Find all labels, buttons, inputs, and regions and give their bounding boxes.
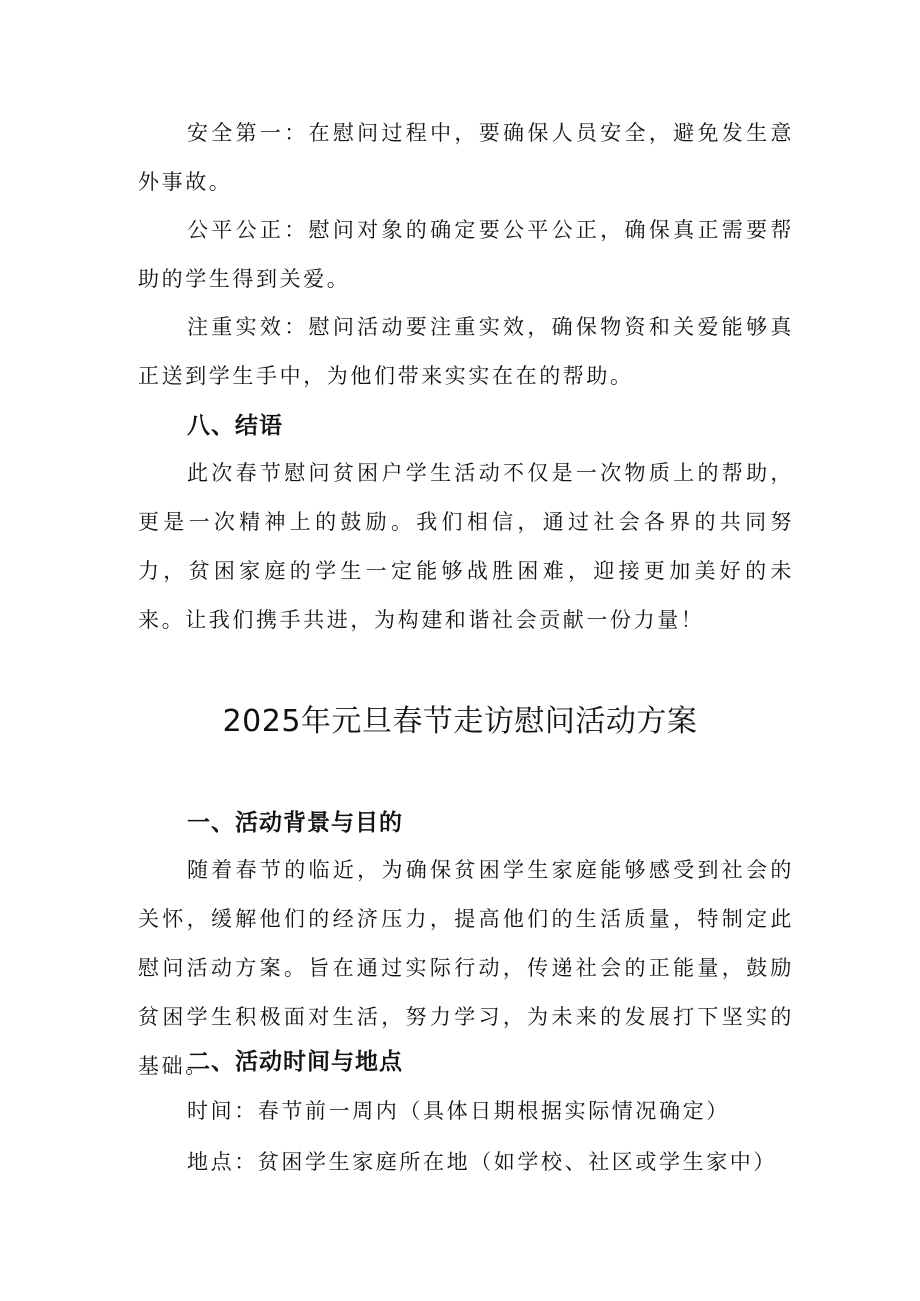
- section1-body: 随着春节的临近，为确保贫困学生家庭能够感受到社会的关怀，缓解他们的经济压力，提高他们的生活质量，特制定此慰问活动方案。旨在通过实际行动，传递社会的正能量，鼓励贫困学生积极面对生活，努力学习，为未来的发展打下坚实的基础。: [138, 858, 794, 1078]
- section2-heading: 二、活动时间与地点: [187, 1049, 403, 1075]
- principle-fairness: 公平公正：慰问对象的确定要公平公正，确保真正需要帮助的学生得到关爱。: [138, 218, 794, 291]
- document-title: 2025年元旦春节走访慰问活动方案: [222, 704, 698, 739]
- section1-heading: 一、活动背景与目的: [187, 810, 403, 836]
- principle-safety: 安全第一：在慰问过程中，要确保人员安全，避免发生意外事故。: [138, 121, 794, 194]
- conclusion-body: 此次春节慰问贫困户学生活动不仅是一次物质上的帮助，更是一次精神上的鼓励。我们相信，通过社会各界的共同努力，贫困家庭的学生一定能够战胜困难，迎接更加美好的未来。让我们携手共进，为构建和谐社会贡献一份力量！: [138, 461, 794, 632]
- principle-effectiveness: 注重实效：慰问活动要注重实效，确保物资和关爱能够真正送到学生手中，为他们带来实实在在的帮助。: [138, 315, 794, 388]
- section2-location: 地点：贫困学生家庭所在地（如学校、社区或学生家中）: [187, 1150, 777, 1174]
- section2-time: 时间：春节前一周内（具体日期根据实际情况确定）: [187, 1099, 730, 1123]
- conclusion-heading: 八、结语: [187, 413, 283, 439]
